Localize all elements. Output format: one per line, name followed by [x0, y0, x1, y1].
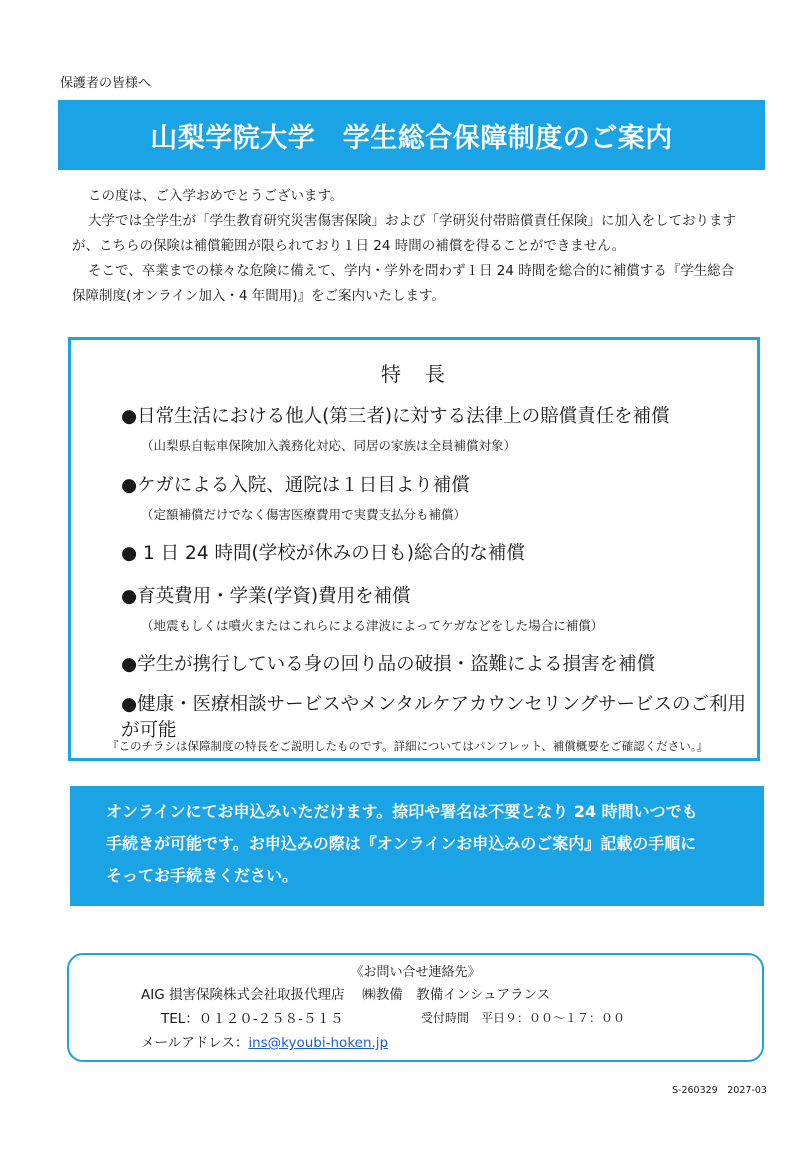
contact-phone[interactable]: TEL：０１２０-２５８-５１５ [161, 1011, 344, 1027]
page-title-banner [58, 100, 765, 170]
features-heading: 特 長 [381, 362, 447, 386]
page-title: 山梨学院大学 学生総合保障制度のご案内 [150, 122, 673, 154]
contact-box [67, 953, 764, 1062]
email-link[interactable]: ins@kyoubi-hoken.jp [248, 1035, 389, 1051]
online-application-box [70, 786, 764, 906]
disclaimer-notice: 『このチラシは保障制度の特長をご説明したものです。詳細についてはパンフレット、補償概要をご確認ください。』 [107, 739, 708, 753]
feature-subtext: （定額補償だけでなく傷害医療費用で実費支払分も補償） [141, 507, 467, 522]
feature-item [121, 539, 525, 565]
online-info-line: オンラインにてお申込みいただけます。捺印や署名は不要となり 24 時間いつでも [106, 802, 698, 821]
online-info-line: 手続きが可能です。お申込みの際は『オンラインお申込みのご案内』記載の手順に [106, 834, 697, 853]
online-info-line: そってお手続きください。 [106, 866, 299, 885]
feature-subtext: （地震もしくは噴火またはこれらによる津波によってケガなどをした場合に補償） [141, 618, 604, 633]
intro-greeting: この度は、ご入学おめでとうございます。 [88, 188, 344, 204]
feature-item [121, 402, 670, 454]
features-box [68, 337, 760, 761]
document-code: S-260329 2027-03 [672, 1085, 767, 1096]
feature-item [121, 471, 470, 523]
feature-item [121, 650, 655, 676]
contact-agency: AIG 損害保険株式会社取扱代理店 ㈱教備 教備インシュアランス [141, 987, 551, 1003]
feature-text: ●日常生活における他人(第三者)に対する法律上の賠償責任を補償 [121, 406, 670, 427]
contact-hours: 受付時間 平日９：００～１７：００ [421, 1011, 626, 1025]
feature-item [121, 582, 603, 634]
contact-heading: 《お問い合せ連絡先》 [350, 965, 481, 980]
intro-paragraph-line: 大学では全学生が「学生教育研究災害傷害保険」および「学研災付帯賠償責任保険」に加入をしております [88, 213, 736, 229]
intro-section [72, 184, 762, 309]
feature-text: ●健康・医療相談サービスやメンタルケアカウンセリングサービスのご利用が可能 [121, 694, 746, 741]
addressee-line: 保護者の皆様へ [60, 76, 152, 91]
feature-item [121, 690, 757, 742]
intro-paragraph-line: そこで、卒業までの様々な危険に備えて、学内・学外を問わず１日 24 時間を総合的に補償する『学生総合 [88, 263, 735, 279]
feature-text: ● 1 日 24 時間(学校が休みの日も)総合的な補償 [121, 543, 525, 564]
feature-text: ●学生が携行している身の回り品の破損・盗難による損害を補償 [121, 654, 656, 675]
intro-paragraph-line: 保障制度(オンライン加入・4 年間用)』をご案内いたします。 [72, 288, 445, 304]
feature-text: ●育英費用・学業(学資)費用を補償 [121, 586, 411, 607]
feature-subtext: （山梨県自転車保険加入義務化対応、同居の家族は全員補償対象） [141, 438, 517, 453]
feature-text: ●ケガによる入院、通院は１日目より補償 [121, 475, 470, 496]
email-label: メールアドレス： [141, 1035, 249, 1051]
contact-email-row [141, 1031, 388, 1051]
intro-paragraph-line: が、こちらの保険は補償範囲が限られており１日 24 時間の補償を得ることができません。 [72, 238, 626, 254]
